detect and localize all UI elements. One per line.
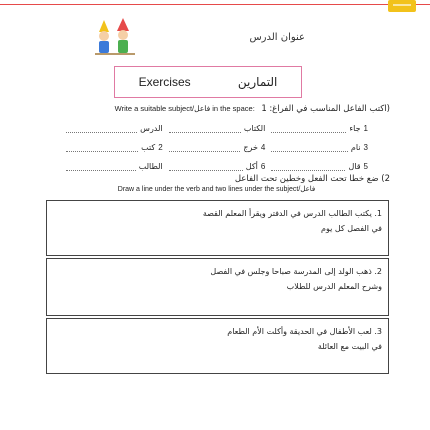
blank-line[interactable] (169, 145, 241, 152)
question-2-arabic: ضع خطا تحت الفعل وخطين تحت الفاعل (234, 174, 379, 184)
sentence-line: 2. ذهب الولد إلى المدرسة صباحا وجلس في الفصل (210, 267, 382, 276)
fill-item: 5 قال (271, 156, 368, 171)
fill-item: 1 جاء (271, 118, 368, 133)
blank-line[interactable] (169, 164, 243, 171)
sentence-line: وشرح المعلم الدرس للطلاب (286, 282, 382, 291)
fill-item: الدرس (66, 118, 163, 133)
blank-line[interactable] (271, 126, 346, 133)
question-2-number: 2) (381, 174, 390, 184)
blank-line[interactable] (66, 126, 137, 133)
exercises-banner (114, 66, 302, 98)
question-1-number: 1) (261, 104, 390, 114)
blank-line[interactable] (66, 145, 138, 152)
sentence-line: في الفصل كل يوم (320, 224, 382, 233)
sentence-line: في البيت مع العائلة (317, 342, 382, 351)
fill-item: 6 أكل (169, 156, 266, 171)
blank-line[interactable] (271, 145, 348, 152)
fill-item: الكتاب (169, 118, 266, 133)
fill-item: الطالب (66, 156, 163, 171)
blank-line[interactable] (169, 126, 241, 133)
question-1-title (30, 104, 390, 114)
fill-item: 4 خرج (169, 137, 266, 152)
question-1-arabic: اكتب الفاعل المناسب في الفراغ: (269, 104, 387, 114)
fill-item: 2 كتب (66, 137, 163, 152)
fill-item: 3 نام (271, 137, 368, 152)
sentence-box-2 (46, 258, 389, 316)
sentence-line: 3. لعب الأطفال في الحديقة وأكلت الأم الطعام (227, 327, 382, 336)
fill-in-grid (66, 118, 368, 171)
sentence-box-1 (46, 200, 389, 256)
blank-line[interactable] (66, 164, 136, 171)
sentence-line: 1. يكتب الطالب الدرس في الدفتر ويقرأ المعلم القصة (202, 209, 382, 218)
blank-line[interactable] (271, 164, 345, 171)
top-rule (0, 4, 430, 5)
kids-wearing-party-hats-icon (95, 18, 135, 56)
lesson-header (95, 18, 335, 58)
question-1-english: Write a suitable subject/فاعل in the space: (114, 104, 255, 113)
sentence-box-3 (46, 318, 389, 374)
page-badge (388, 0, 416, 12)
banner-arabic: التمارين (237, 75, 278, 89)
lesson-title: عنوان الدرس (249, 32, 305, 43)
banner-english: Exercises (138, 75, 191, 89)
question-2-english: Draw a line under the verb and two lines under the subject/فاعل (117, 186, 316, 193)
question-2-title (30, 174, 390, 184)
